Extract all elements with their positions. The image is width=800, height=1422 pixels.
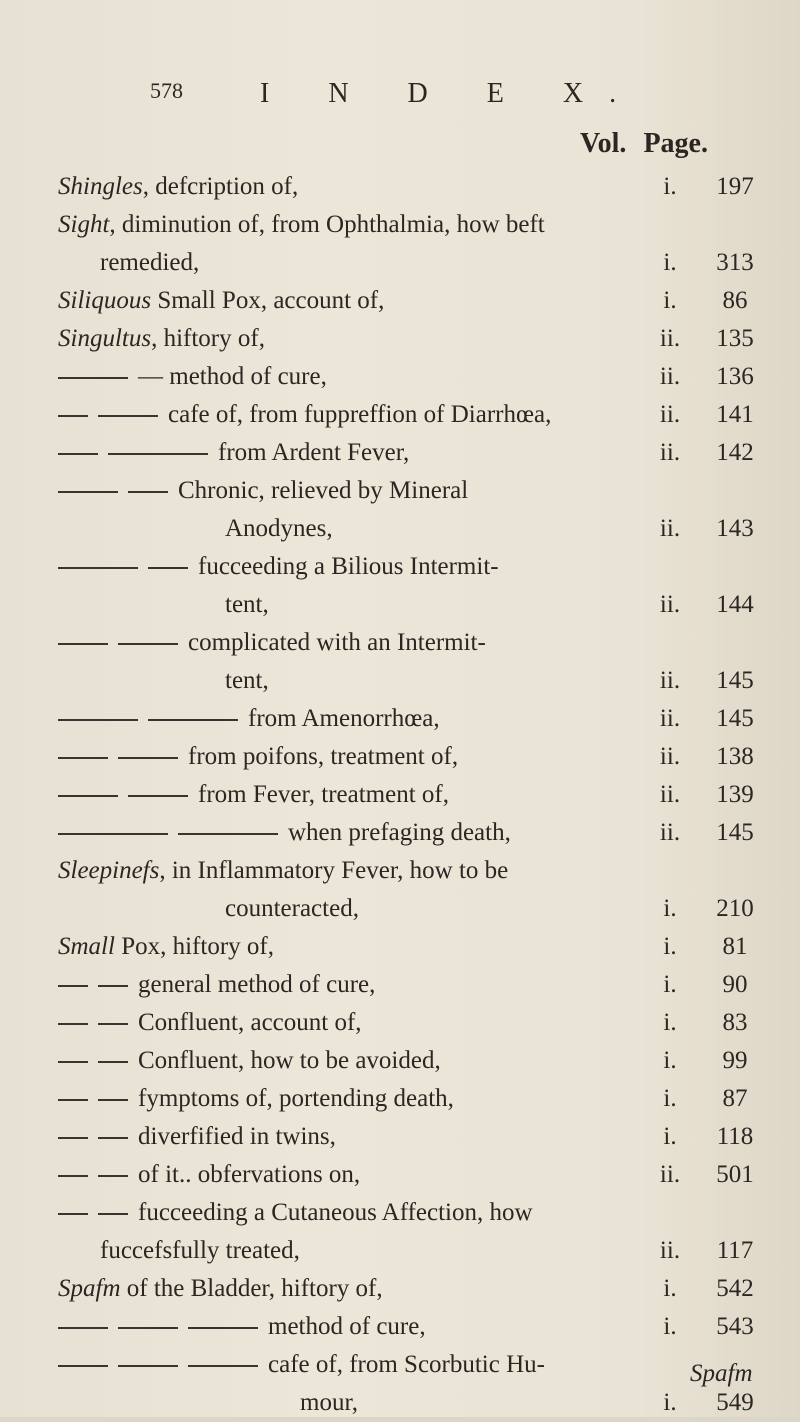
index-entry bbox=[0, 662, 800, 700]
entry-text: counteracted, bbox=[225, 895, 359, 922]
catchword: Spafm bbox=[690, 1360, 753, 1387]
rule-dash bbox=[58, 377, 128, 379]
rule-dash bbox=[58, 1175, 88, 1177]
rule-dash bbox=[128, 491, 168, 493]
entry-volume: ii. bbox=[659, 667, 681, 694]
rule-dash bbox=[58, 1137, 88, 1139]
entry-page: 139 bbox=[716, 781, 754, 808]
rule-dash bbox=[58, 757, 108, 759]
rule-dash bbox=[58, 719, 138, 721]
page-number: 578 bbox=[150, 78, 183, 103]
index-entry bbox=[0, 1384, 800, 1422]
rule-dash bbox=[58, 643, 108, 645]
rule-dash bbox=[98, 1023, 128, 1025]
index-entry bbox=[0, 890, 800, 928]
rule-dash bbox=[98, 1175, 128, 1177]
entry-volume: i. bbox=[663, 287, 677, 314]
entry-volume: i. bbox=[663, 1123, 677, 1150]
entry-page: 197 bbox=[716, 173, 754, 200]
entry-volume: ii. bbox=[659, 1161, 681, 1188]
entry-text: fucceeding a Bilious Intermit- bbox=[58, 548, 499, 586]
rule-dash bbox=[178, 833, 278, 835]
rule-dash bbox=[98, 985, 128, 987]
page-header bbox=[0, 78, 800, 118]
entry-page: 549 bbox=[716, 1389, 754, 1416]
rule-dash bbox=[58, 1365, 108, 1367]
entry-volume: ii. bbox=[659, 591, 681, 618]
entry-text: — method of cure, bbox=[58, 358, 327, 396]
index-entry bbox=[0, 586, 800, 624]
entry-text: Confluent, account of, bbox=[58, 1004, 362, 1042]
entry-page: 118 bbox=[716, 1123, 754, 1150]
entry-text: complicated with an Intermit- bbox=[58, 624, 486, 662]
entry-volume: i. bbox=[663, 1275, 677, 1302]
rule-dash bbox=[98, 415, 158, 417]
index-entry bbox=[0, 472, 800, 510]
index-entry bbox=[0, 776, 800, 814]
index-entry bbox=[0, 168, 800, 206]
rule-dash bbox=[58, 1023, 88, 1025]
index-entry bbox=[0, 1156, 800, 1194]
entry-volume: ii. bbox=[659, 1237, 681, 1264]
entry-page: 87 bbox=[722, 1085, 748, 1112]
entry-volume: ii. bbox=[659, 439, 681, 466]
rule-dash bbox=[148, 719, 238, 721]
rule-dash bbox=[148, 567, 188, 569]
entry-page: 542 bbox=[716, 1275, 754, 1302]
entry-text: Confluent, how to be avoided, bbox=[58, 1042, 441, 1080]
entry-page: 117 bbox=[716, 1237, 754, 1264]
index-entry bbox=[0, 510, 800, 548]
index-entry bbox=[0, 1042, 800, 1080]
index-entry bbox=[0, 1308, 800, 1346]
entry-text: diverfified in twins, bbox=[58, 1118, 336, 1156]
entry-text: Small Pox, hiftory of, bbox=[58, 933, 274, 960]
entry-page: 86 bbox=[722, 287, 748, 314]
vol-column-header: Vol. bbox=[580, 128, 627, 159]
entry-volume: i. bbox=[663, 971, 677, 998]
rule-dash bbox=[58, 795, 118, 797]
entry-volume: ii. bbox=[659, 363, 681, 390]
entry-text: Chronic, relieved by Mineral bbox=[58, 472, 468, 510]
entry-text: fymptoms of, portending death, bbox=[58, 1080, 454, 1118]
entry-volume: ii. bbox=[659, 401, 681, 428]
entry-text: from Ardent Fever, bbox=[58, 434, 409, 472]
entry-volume: i. bbox=[663, 1009, 677, 1036]
entry-text: Spafm of the Bladder, hiftory of, bbox=[58, 1275, 383, 1302]
index-entry bbox=[0, 624, 800, 662]
entry-text: Sleepinefs, in Inflammatory Fever, how to be bbox=[58, 857, 509, 884]
index-entry bbox=[0, 358, 800, 396]
entry-page: 99 bbox=[722, 1047, 748, 1074]
entry-text: from Amenorrhœa, bbox=[58, 700, 440, 738]
rule-dash bbox=[58, 491, 118, 493]
index-entry bbox=[0, 1232, 800, 1270]
entry-page: 135 bbox=[716, 325, 754, 352]
index-entry bbox=[0, 206, 800, 244]
rule-dash bbox=[118, 1327, 178, 1329]
column-headers bbox=[580, 128, 718, 160]
rule-dash bbox=[98, 1137, 128, 1139]
rule-dash bbox=[118, 1365, 178, 1367]
entry-text: cafe of, from Scorbutic Hu- bbox=[58, 1346, 545, 1384]
entry-text: fucceeding a Cutaneous Affection, how bbox=[58, 1194, 533, 1232]
entry-page: 142 bbox=[716, 439, 754, 466]
rule-dash bbox=[58, 833, 168, 835]
index-entry bbox=[0, 700, 800, 738]
rule-dash bbox=[58, 415, 88, 417]
entry-text: from poifons, treatment of, bbox=[58, 738, 458, 776]
entry-page: 145 bbox=[716, 667, 754, 694]
entry-volume: i. bbox=[663, 1085, 677, 1112]
entry-text: tent, bbox=[225, 591, 269, 618]
entry-text: tent, bbox=[225, 667, 269, 694]
index-entries bbox=[0, 168, 800, 1422]
rule-dash bbox=[98, 1099, 128, 1101]
index-entry bbox=[0, 244, 800, 282]
rule-dash bbox=[108, 453, 208, 455]
entry-page: 90 bbox=[722, 971, 748, 998]
rule-dash bbox=[58, 985, 88, 987]
entry-volume: ii. bbox=[659, 819, 681, 846]
rule-dash bbox=[128, 795, 188, 797]
rule-dash bbox=[58, 1061, 88, 1063]
entry-text: mour, bbox=[300, 1389, 359, 1416]
index-entry bbox=[0, 966, 800, 1004]
rule-dash bbox=[58, 567, 138, 569]
index-entry bbox=[0, 396, 800, 434]
entry-page: 144 bbox=[716, 591, 754, 618]
entry-text: when prefaging death, bbox=[58, 814, 511, 852]
rule-dash bbox=[118, 757, 178, 759]
entry-volume: i. bbox=[663, 1313, 677, 1340]
entry-volume: i. bbox=[663, 249, 677, 276]
entry-page: 210 bbox=[716, 895, 754, 922]
entry-volume: i. bbox=[663, 933, 677, 960]
rule-dash bbox=[188, 1365, 258, 1367]
index-entry bbox=[0, 1346, 800, 1384]
index-entry bbox=[0, 1080, 800, 1118]
entry-text: remedied, bbox=[100, 249, 200, 276]
entry-text: Siliquous Small Pox, account of, bbox=[58, 287, 385, 314]
index-entry bbox=[0, 1194, 800, 1232]
entry-volume: ii. bbox=[659, 515, 681, 542]
rule-dash bbox=[58, 1099, 88, 1101]
entry-text: Sight, diminution of, from Ophthalmia, how beft bbox=[58, 211, 545, 238]
page-column-header: Page. bbox=[643, 128, 708, 159]
entry-volume: ii. bbox=[659, 325, 681, 352]
rule-dash bbox=[98, 1061, 128, 1063]
entry-page: 141 bbox=[716, 401, 754, 428]
rule-dash bbox=[58, 1327, 108, 1329]
entry-page: 145 bbox=[716, 819, 754, 846]
entry-page: 145 bbox=[716, 705, 754, 732]
entry-volume: i. bbox=[663, 173, 677, 200]
index-entry bbox=[0, 738, 800, 776]
entry-page: 138 bbox=[716, 743, 754, 770]
entry-volume: ii. bbox=[659, 743, 681, 770]
entry-volume: i. bbox=[663, 1047, 677, 1074]
entry-page: 313 bbox=[716, 249, 754, 276]
index-entry bbox=[0, 1118, 800, 1156]
entry-text: method of cure, bbox=[58, 1308, 426, 1346]
entry-volume: i. bbox=[663, 1389, 677, 1416]
index-entry bbox=[0, 928, 800, 966]
entry-text: of it.. obfervations on, bbox=[58, 1156, 360, 1194]
entry-page: 136 bbox=[716, 363, 754, 390]
index-entry bbox=[0, 282, 800, 320]
index-entry bbox=[0, 814, 800, 852]
rule-dash bbox=[188, 1327, 258, 1329]
entry-volume: ii. bbox=[659, 781, 681, 808]
entry-page: 501 bbox=[716, 1161, 754, 1188]
rule-dash bbox=[58, 453, 98, 455]
rule-dash bbox=[98, 1213, 128, 1215]
entry-page: 543 bbox=[716, 1313, 754, 1340]
entry-text: Singultus, hiftory of, bbox=[58, 325, 265, 352]
index-entry bbox=[0, 548, 800, 586]
index-entry bbox=[0, 852, 800, 890]
entry-text: fuccefsfully treated, bbox=[100, 1237, 300, 1264]
entry-page: 83 bbox=[722, 1009, 748, 1036]
entry-page: 143 bbox=[716, 515, 754, 542]
index-entry bbox=[0, 434, 800, 472]
index-entry bbox=[0, 1270, 800, 1308]
entry-volume: ii. bbox=[659, 705, 681, 732]
entry-text: cafe of, from fuppreffion of Diarrhœa, bbox=[58, 396, 551, 434]
entry-text: general method of cure, bbox=[58, 966, 375, 1004]
rule-dash bbox=[58, 1213, 88, 1215]
entry-text: Shingles, defcription of, bbox=[58, 173, 299, 200]
entry-volume: i. bbox=[663, 895, 677, 922]
rule-dash bbox=[118, 643, 178, 645]
entry-text: Anodynes, bbox=[225, 515, 333, 542]
page-title: I N D E X. bbox=[260, 78, 643, 109]
entry-page: 81 bbox=[722, 933, 748, 960]
index-entry bbox=[0, 1004, 800, 1042]
entry-text: from Fever, treatment of, bbox=[58, 776, 449, 814]
index-entry bbox=[0, 320, 800, 358]
